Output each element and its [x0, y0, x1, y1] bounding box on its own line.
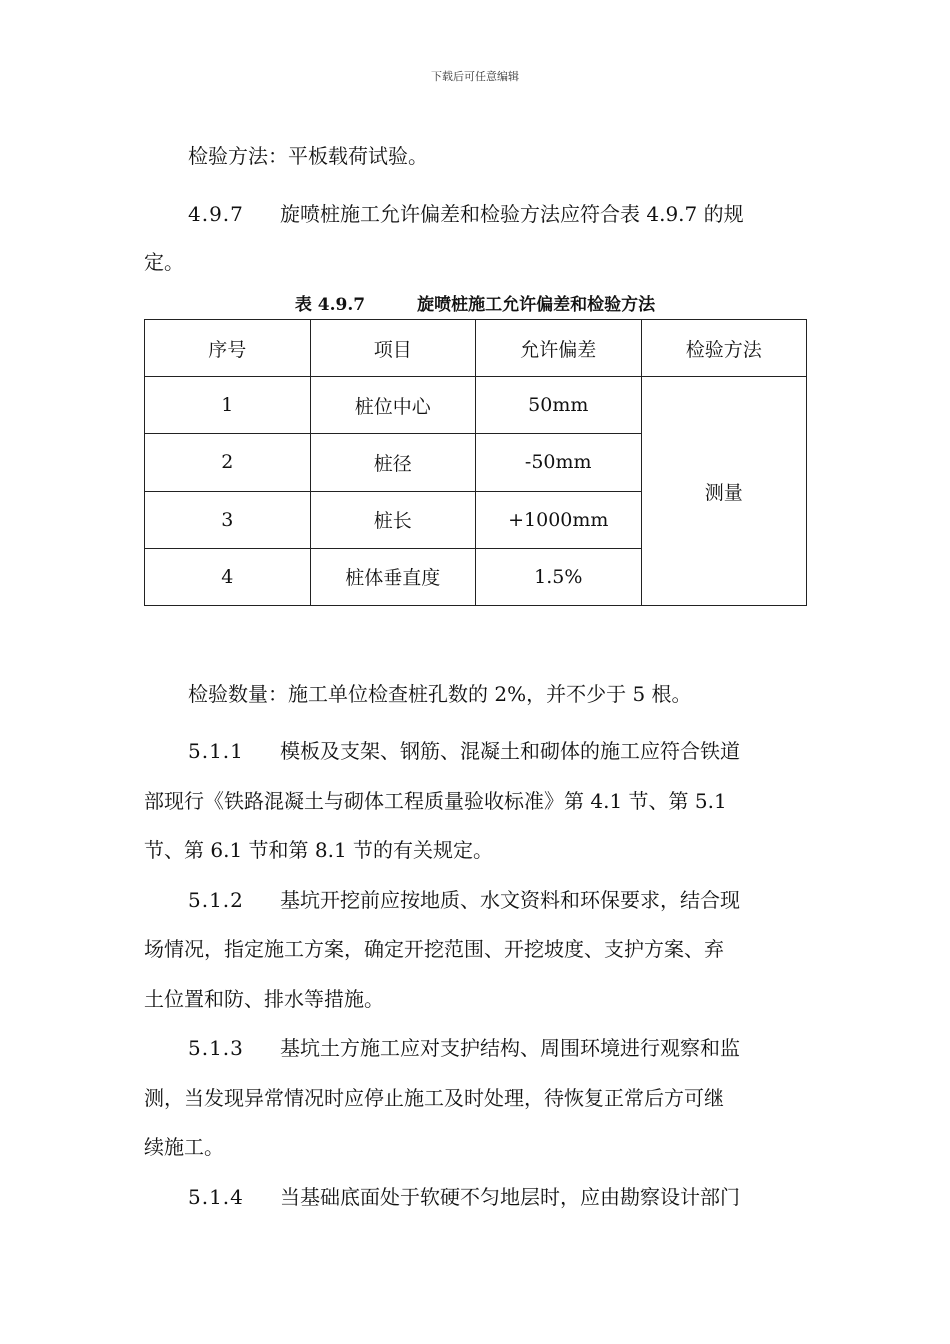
cell-tolerance: 1.5%	[476, 548, 642, 605]
table-caption	[0, 290, 950, 315]
paragraph-5-1-3-line3: 续施工。	[144, 1135, 224, 1159]
paragraph-5-1-3-line1	[188, 1032, 740, 1061]
cell-tolerance: 50mm	[476, 377, 642, 434]
cell-no: 1	[145, 377, 311, 434]
header-cell-method: 检验方法	[641, 320, 807, 377]
cell-tolerance: +1000mm	[476, 491, 642, 548]
table-row	[145, 377, 807, 434]
cell-method: 测量	[641, 377, 807, 606]
paragraph-5-1-1-line3: 节、第 6.1 节和第 8.1 节的有关规定。	[144, 838, 494, 862]
header-cell-tolerance: 允许偏差	[476, 320, 642, 377]
cell-item: 桩长	[310, 491, 476, 548]
paragraph-5-1-1-line1	[188, 735, 740, 764]
paragraph-4-9-7-line1	[188, 198, 744, 227]
paragraph-5-1-2-line1	[188, 884, 740, 913]
page-header: 下载后可任意编辑	[431, 70, 519, 83]
cell-item: 桩径	[310, 434, 476, 491]
cell-item: 桩位中心	[310, 377, 476, 434]
paragraph-5-1-2-line3: 土位置和防、排水等措施。	[144, 987, 384, 1011]
paragraph-text: 当基础底面处于软硬不匀地层时，应由勘察设计部门	[280, 1185, 740, 1209]
paragraph-text: 基坑土方施工应对支护结构、周围环境进行观察和监	[280, 1036, 740, 1060]
paragraph-inspection-quantity: 检验数量：施工单位检查桩孔数的 2%，并不少于 5 根。	[188, 682, 692, 706]
tolerance-table	[144, 319, 807, 606]
paragraph-5-1-2-line2: 场情况，指定施工方案，确定开挖范围、开挖坡度、支护方案、弃	[144, 937, 724, 961]
section-number: 5.1.4	[188, 1185, 244, 1209]
header-cell-item: 项目	[310, 320, 476, 377]
paragraph-text: 基坑开挖前应按地质、水文资料和环保要求，结合现	[280, 888, 740, 912]
cell-tolerance: -50mm	[476, 434, 642, 491]
header-cell-no: 序号	[145, 320, 311, 377]
paragraph-test-method: 检验方法：平板载荷试验。	[188, 144, 428, 168]
cell-no: 2	[145, 434, 311, 491]
paragraph-text: 旋喷桩施工允许偏差和检验方法应符合表 4.9.7 的规	[280, 202, 744, 226]
paragraph-5-1-3-line2: 测，当发现异常情况时应停止施工及时处理，待恢复正常后方可继	[144, 1086, 724, 1110]
cell-no: 4	[145, 548, 311, 605]
paragraph-text: 模板及支架、钢筋、混凝土和砌体的施工应符合铁道	[280, 739, 740, 763]
paragraph-5-1-4-line1	[188, 1181, 740, 1210]
paragraph-5-1-1-line2: 部现行《铁路混凝土与砌体工程质量验收标准》第 4.1 节、第 5.1	[144, 789, 727, 813]
table-caption-title: 旋喷桩施工允许偏差和检验方法	[417, 295, 656, 315]
cell-no: 3	[145, 491, 311, 548]
paragraph-4-9-7-line2: 定。	[144, 250, 184, 274]
section-number: 4.9.7	[188, 202, 244, 226]
table-caption-number: 表 4.9.7	[294, 295, 366, 315]
section-number: 5.1.2	[188, 888, 244, 912]
cell-item: 桩体垂直度	[310, 548, 476, 605]
section-number: 5.1.1	[188, 739, 244, 763]
table-header-row	[145, 320, 807, 377]
section-number: 5.1.3	[188, 1036, 244, 1060]
